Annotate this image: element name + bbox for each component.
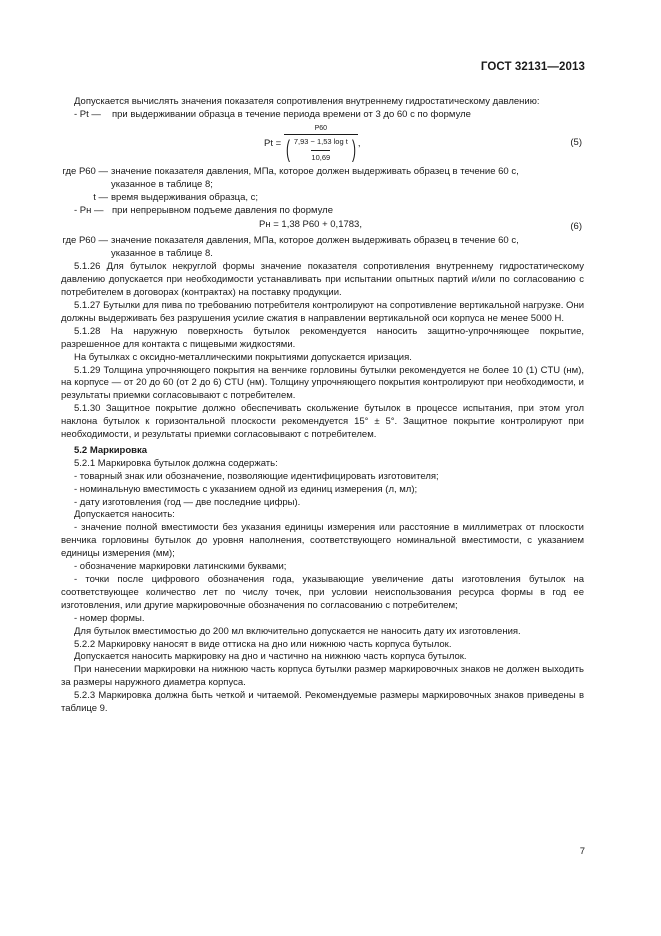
formula-5-inner-fraction — [292, 135, 350, 165]
marking-item-form-number: - номер формы. — [74, 612, 145, 624]
where-t — [11, 192, 584, 205]
paragraph-5-1-28: 5.1.28 На наружную поверхность бутылок рекомендуется наносить защитно-упрочняющее покрытие, разрешенное для контакта с пищевыми жидкостями. — [61, 325, 584, 350]
marking-item-full-capacity: - значение полной вместимости без указания единицы измерения или расстояние в миллиметрах от плоскости венчика горловины бутылок до уровня наполнения, соответствующего номинальной вместимости, с указанием единицы измерения (мм); — [61, 522, 584, 560]
page-number: 7 — [579, 846, 585, 857]
left-paren: ( — [285, 135, 290, 163]
marking-5-2-2: 5.2.2 Маркировку наносят в виде оттиска на дно или нижнюю часть корпуса бутылок. — [74, 638, 452, 650]
formula-6-body: Pн = 1,38 P60 + 0,1783, — [259, 219, 362, 231]
formula-6 — [61, 217, 584, 235]
formula-6-number: (6) — [570, 221, 582, 233]
pn-label: - Pн — — [74, 204, 104, 216]
where-p60-text — [111, 166, 584, 192]
marking-5-2-3: 5.2.3 Маркировка должна быть четкой и читаемой. Рекомендуемые размеры маркировочных знаков приведены в таблице 9. — [61, 690, 584, 715]
page-content — [61, 96, 584, 716]
right-paren: ) — [351, 135, 356, 163]
pn-text: при непрерывном подъеме давления по формуле — [112, 204, 333, 216]
where-p60-cont: указанное в таблице 8; — [111, 178, 213, 190]
inner-numerator: 7,93 − 1,53 log t — [293, 136, 348, 146]
where-p60-prefix: где P60 — — [62, 165, 108, 177]
where2-prefix: где P60 — — [62, 235, 108, 247]
formula-5 — [61, 122, 584, 166]
formula-5-numerator: P60 — [314, 124, 328, 132]
inner-denominator: 10,69 — [311, 150, 330, 165]
marking-item-latin: - обозначение маркировки латинскими буквами; — [74, 561, 287, 573]
paragraph-5-1-29: 5.1.29 Толщина упрочняющего покрытия на венчике горловины бутылки рекомендуется не более 10 (1) CTU (нм), на корпусе — от 20 до 60 (от 2 до 6) CTU (нм). Толщину упрочняющего покрытия контролируют при необходимости, и результаты приемки согласовывают с потребителем. — [61, 364, 584, 402]
where-p60-line: значение показателя давления, МПа, которое должен выдерживать образец в течение 60 с, — [111, 165, 519, 177]
where2-line: значение показателя давления, МПа, которое должен выдерживать образец в течение 60 с, — [111, 235, 519, 247]
intro-paragraph: Допускается вычислять значения показателя сопротивления внутреннему гидростатическому давлению: — [74, 96, 540, 107]
marking-bottom: Допускается наносить маркировку на дно и частично на нижнюю часть корпуса бутылок. — [74, 651, 467, 663]
paragraph-5-1-27: 5.1.27 Бутылки для пива по требованию потребителя контролируют на сопротивление вертикальной нагрузке. Они должны выдерживать без разрушения усилие сжатия в направлении вертикальной оси корпуса не менее 5000 Н. — [61, 299, 584, 324]
formula-5-denominator — [284, 134, 358, 165]
formula-5-body — [264, 124, 360, 165]
paragraph-irization: На бутылках с оксидно-металлическими покрытиями допускается иризация. — [74, 351, 412, 363]
list-item-pt — [61, 109, 584, 122]
list-item-pn — [61, 205, 584, 218]
marking-allowed: Допускается наносить: — [74, 509, 175, 521]
marking-item-date: - дату изготовления (год — две последние цифры). — [74, 496, 301, 508]
formula-5-number: (5) — [570, 136, 582, 148]
pt-text: при выдерживании образца в течение периода времени от 3 до 60 с по формуле — [112, 108, 471, 120]
where-p60-1 — [11, 166, 584, 192]
marking-item-trademark: - товарный знак или обозначение, позволяющие идентифицировать изготовителя; — [74, 470, 439, 482]
marking-200ml: Для бутылок вместимостью до 200 мл включительно допускается не наносить дату их изготовления. — [74, 625, 521, 637]
where-p60-2 — [11, 235, 584, 261]
where-t-text: время выдерживания образца, с; — [111, 191, 259, 203]
paragraph-5-1-26: 5.1.26 Для бутылок некруглой формы значение показателя сопротивления внутреннему гидростатическому давлению допускается при необходимости устанавливать при испытании опытных партий и/или по согласованию с потребителем в договорах (контрактах) на поставку продукции. — [61, 261, 584, 299]
formula-5-fraction — [284, 124, 358, 165]
where-t-prefix: t — — [93, 191, 108, 203]
marking-5-2-1: 5.2.1 Маркировка бутылок должна содержать: — [74, 457, 278, 469]
formula-5-lhs: Pt = — [264, 137, 282, 149]
section-title: 5.2 Маркировка — [74, 444, 148, 456]
marking-item-dots: - точки после цифрового обозначения года, указывающие увеличение даты изготовления бутылок на соответствующее количество лет по числу точек, при условии неиспользования ресурса формы в год ее изготовления, или другие маркировочные обозначения по согласованию с потребителем; — [61, 574, 584, 611]
where2-cont: указанное в таблице 8. — [111, 248, 213, 260]
formula-5-comma: , — [357, 137, 361, 149]
pt-label: - Pt — — [74, 108, 101, 120]
standard-number: ГОСТ 32131—2013 — [480, 61, 585, 73]
marking-item-capacity: - номинальную вместимость с указанием одной из единиц измерения (л, мл); — [74, 483, 418, 495]
marking-size: При нанесении маркировки на нижнюю часть корпуса бутылки размер маркировочных знаков не должен выходить за размеры наружного диаметра корпуса. — [61, 664, 584, 689]
paragraph-5-1-30: 5.1.30 Защитное покрытие должно обеспечивать скольжение бутылок в процессе испытания, при этом угол наклона бутылок к горизонтальной плоскости рекомендуется 15° ± 5°. Защитное покрытие контролируют при необходимости, и результаты приемки согласовывают с потребителем. — [61, 403, 584, 441]
where2-text — [111, 235, 584, 261]
